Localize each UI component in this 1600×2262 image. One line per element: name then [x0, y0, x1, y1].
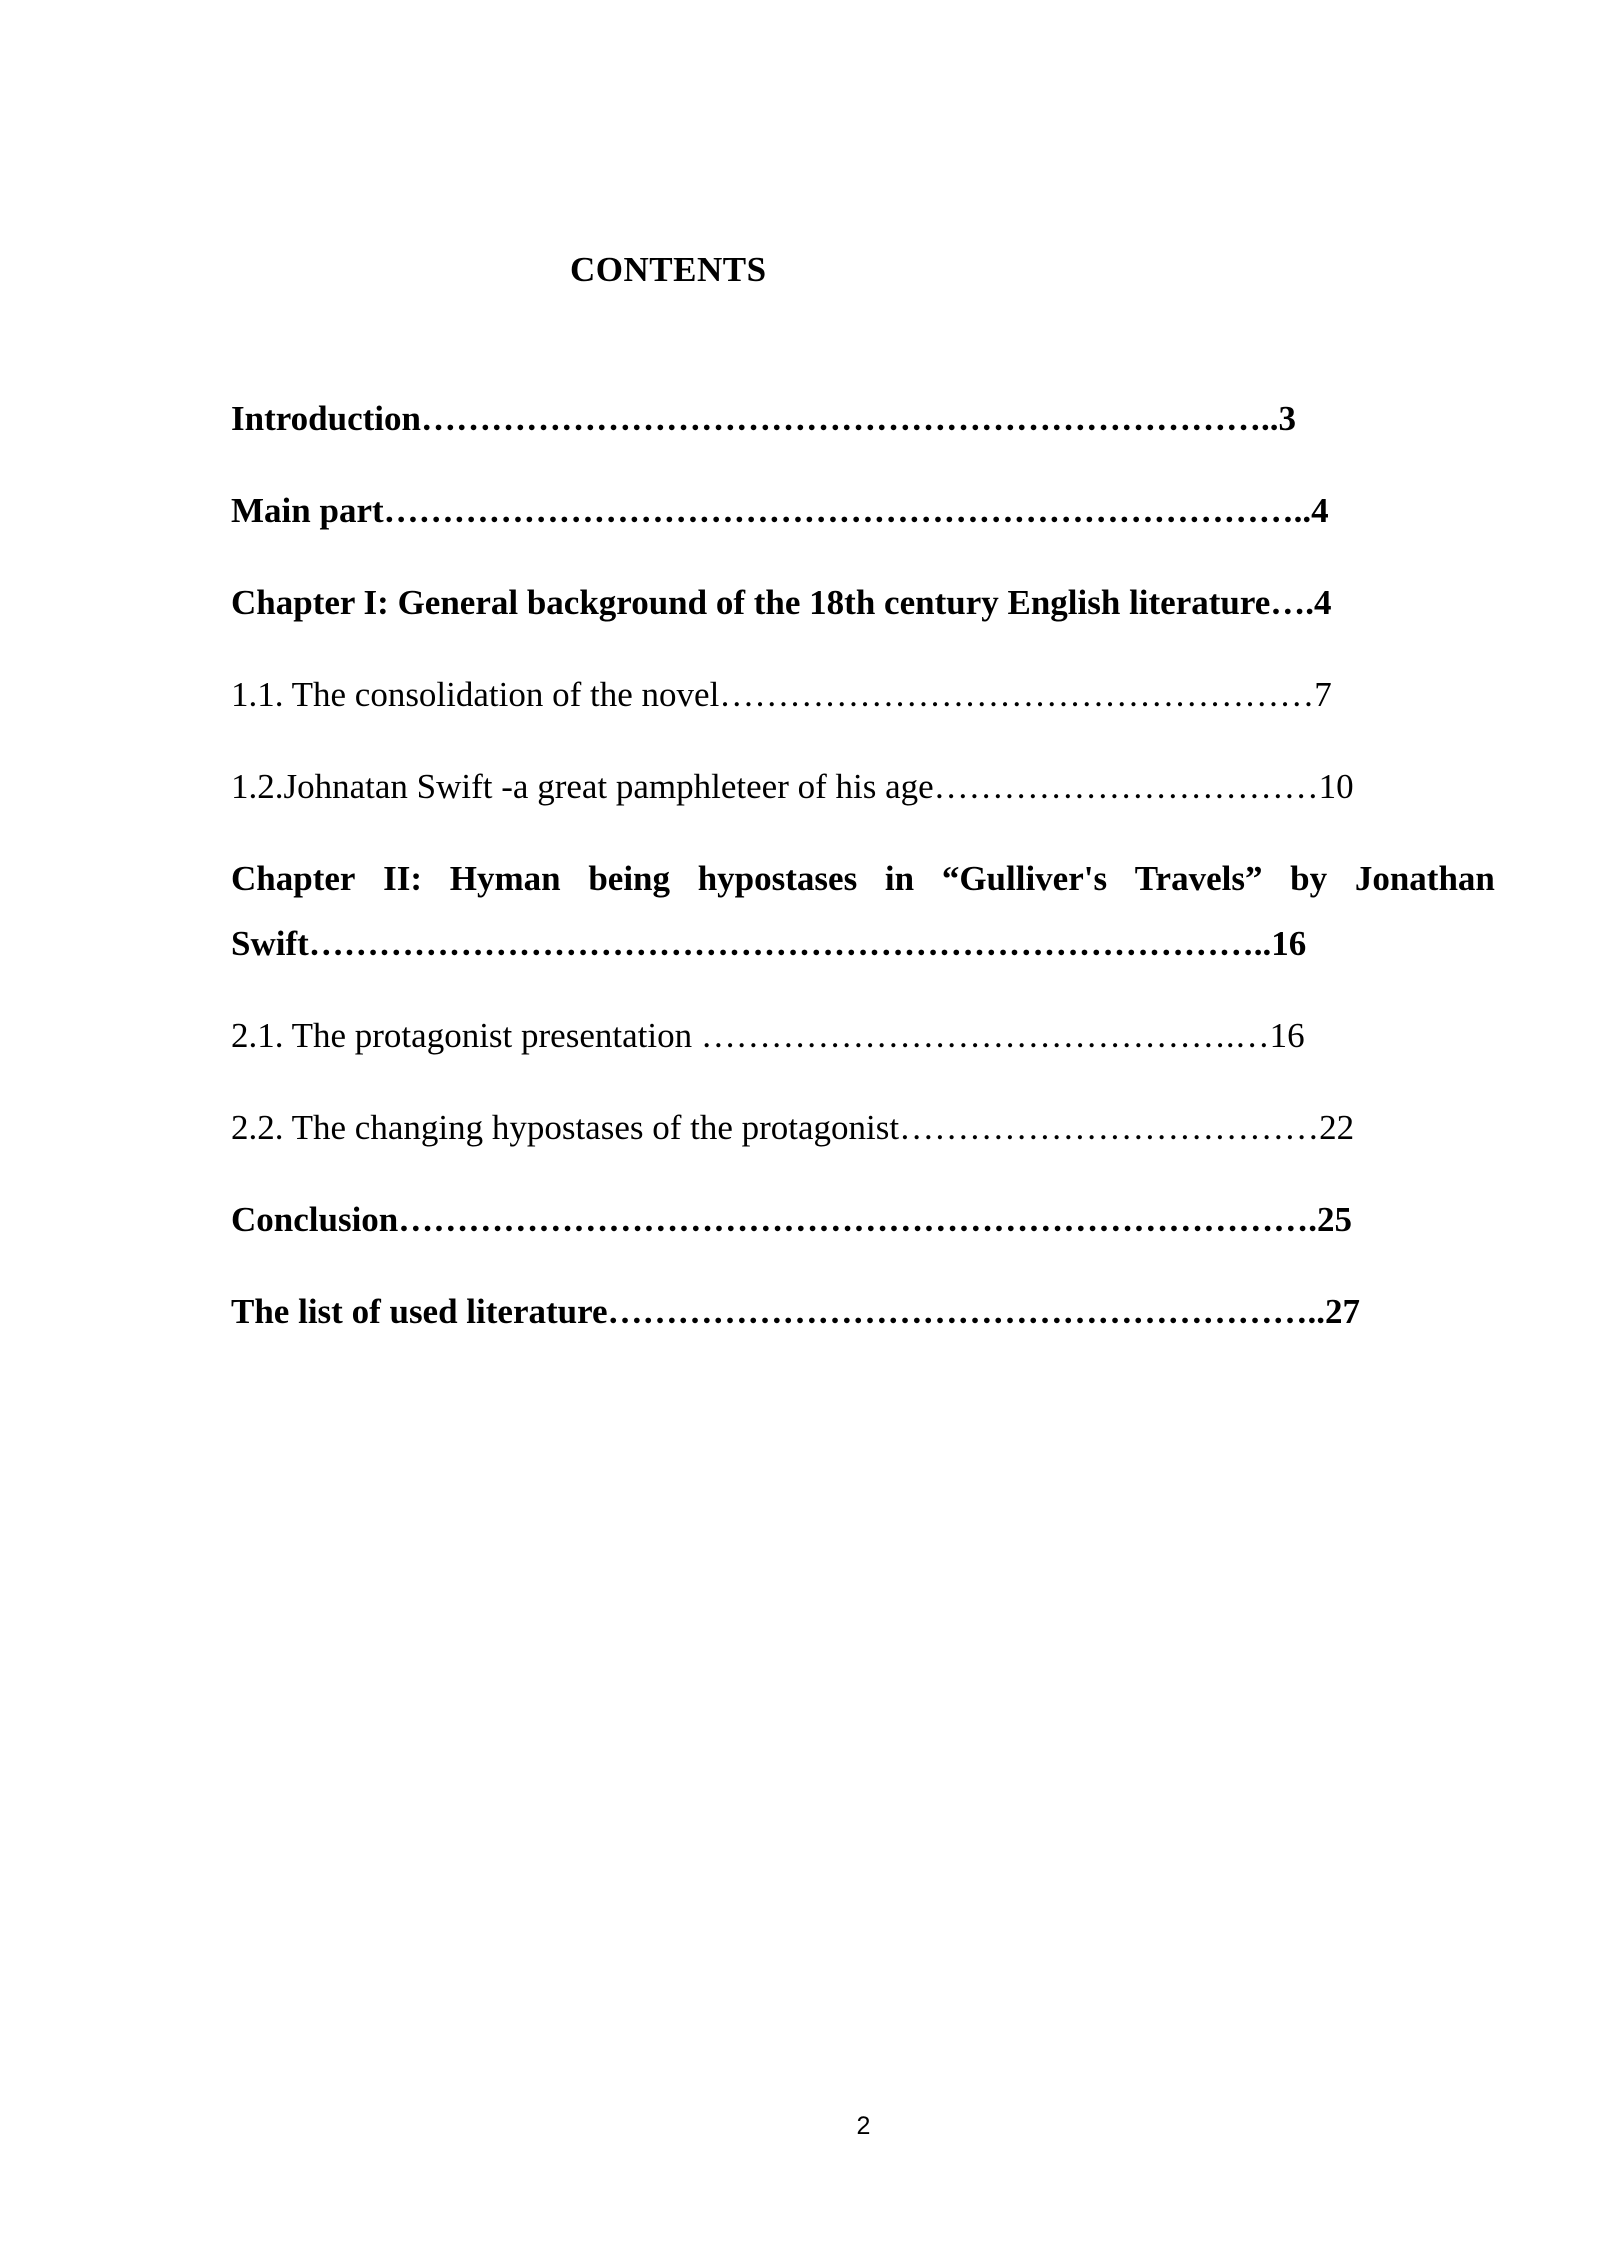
- chapter-2-word: II:: [383, 859, 423, 898]
- chapter-2-word: by: [1290, 859, 1328, 898]
- toc-entry-chapter-2-line-2: Swift………………………………………………………………………..16: [231, 924, 1307, 963]
- chapter-2-word: Hyman: [449, 859, 561, 898]
- toc-entry-chapter-2-line-1: [231, 857, 1495, 901]
- page-number: 2: [856, 2112, 871, 2140]
- toc-entry-introduction: Introduction………………………………………………………………..3: [231, 399, 1296, 438]
- toc-entry-conclusion: Conclusion…………………………………………………………………….25: [231, 1200, 1353, 1239]
- chapter-2-word: being: [588, 859, 671, 898]
- toc-entry-main-part: Main part……………………………………………………………………..4: [231, 491, 1329, 530]
- toc-entry-literature-list: The list of used literature……………………………………………………..27: [231, 1292, 1361, 1331]
- chapter-2-word: Jonathan: [1354, 859, 1495, 898]
- toc-entry-section-1-1: 1.1. The consolidation of the novel……………………………………………7: [231, 675, 1332, 714]
- toc-entry-section-1-2: 1.2.Johnatan Swift -a great pamphleteer of his age……………………………10: [231, 767, 1354, 806]
- toc-entry-chapter-1: Chapter I: General background of the 18th century English literature….4: [231, 583, 1332, 622]
- chapter-2-word: Travels”: [1134, 859, 1263, 898]
- chapter-2-word: in: [884, 859, 915, 898]
- chapter-2-word: Chapter: [231, 859, 356, 898]
- toc-entry-section-2-2: 2.2. The changing hypostases of the protagonist………………………………22: [231, 1108, 1355, 1147]
- chapter-2-word: hypostases: [697, 859, 858, 898]
- contents-heading: CONTENTS: [570, 250, 767, 289]
- chapter-2-word: “Gulliver's: [941, 859, 1108, 898]
- toc-entry-section-2-1: 2.1. The protagonist presentation ……………………………………….…16: [231, 1016, 1305, 1055]
